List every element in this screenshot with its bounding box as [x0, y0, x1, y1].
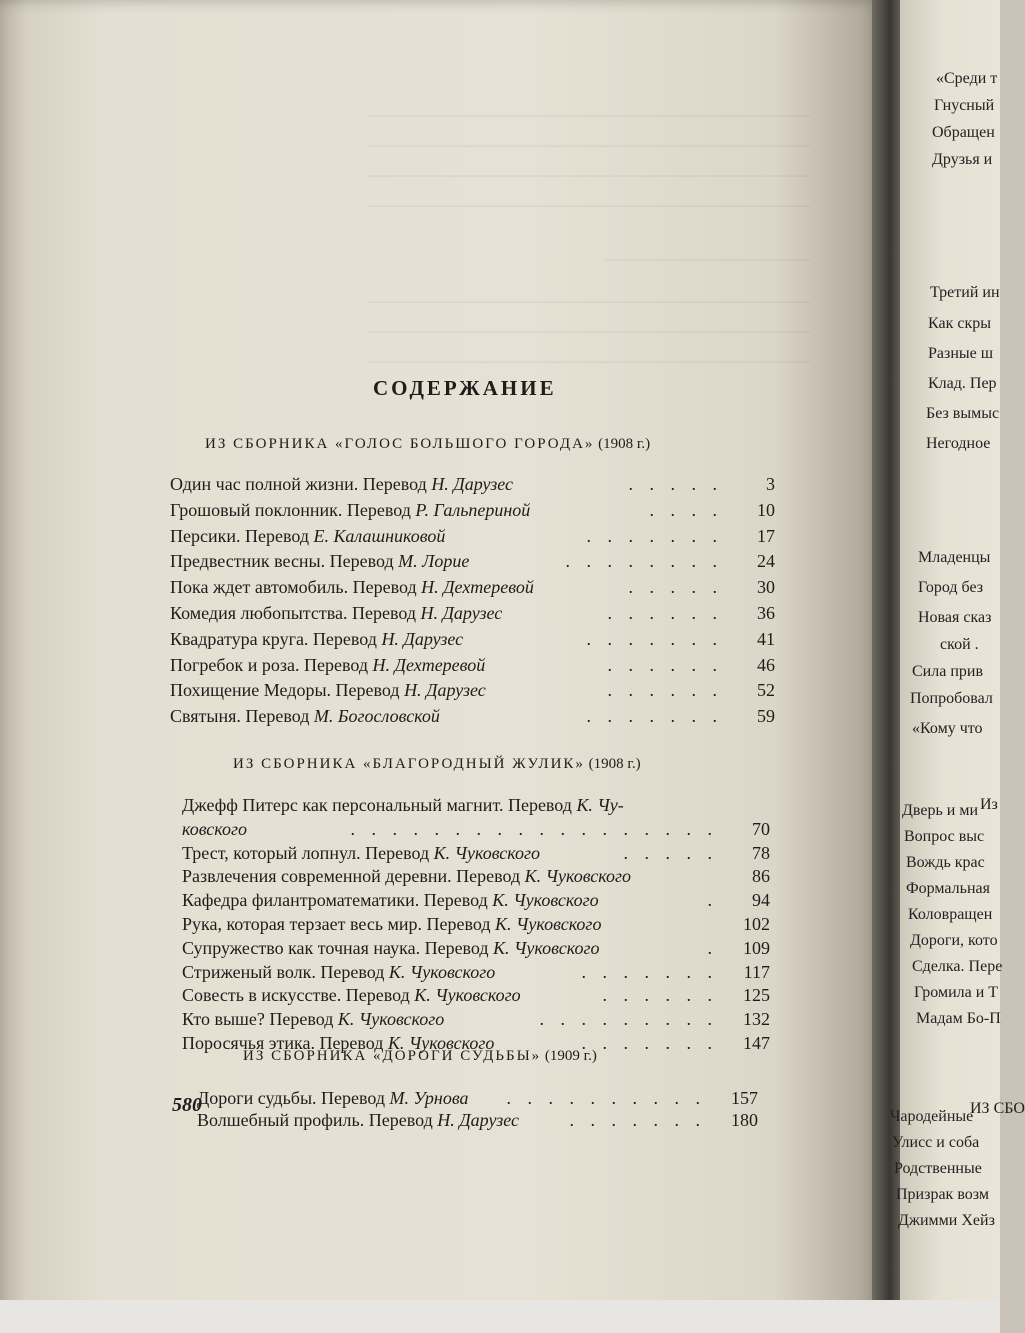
- facing-page-line: «Кому что: [912, 720, 983, 737]
- entry-translator: Р. Гальпериной: [410, 499, 531, 520]
- entry-translator: К. Чуковского: [384, 961, 496, 982]
- toc-entry: [182, 1009, 770, 1035]
- entry-page: 117: [743, 961, 770, 982]
- facing-page-line: Негодное: [926, 435, 991, 452]
- entry-translator: М. Лорие: [393, 551, 470, 572]
- entry-text: [182, 938, 599, 959]
- toc-entry: [170, 680, 775, 706]
- entry-leader-dots: . . . . . . .: [586, 525, 723, 546]
- entry-page: 10: [757, 499, 775, 520]
- facing-page-line: Третий ин: [930, 284, 1000, 301]
- toc-entry: [182, 795, 770, 821]
- facing-page-line: Сила прив: [912, 663, 983, 680]
- entry-text: [170, 655, 485, 676]
- entry-page: 180: [731, 1110, 758, 1130]
- bleed-through-text: —————————————————————————— —————————————————————————— —————————————————————————— —————————————————————————— ———————————— —————————————————————————— —————————————————————————— ——————————————————————————: [368, 105, 810, 370]
- facing-page-line: Новая сказ: [918, 609, 992, 626]
- entry-translator: Н. Дарузес: [399, 680, 486, 701]
- entry-page: 86: [752, 866, 770, 887]
- facing-page-line: Из: [980, 796, 998, 813]
- entry-leader-dots: . . . . . . . . . . . . . . . . . .: [350, 818, 718, 839]
- page-title: СОДЕРЖАНИЕ: [373, 376, 557, 400]
- section-year: (1909 г.): [541, 1048, 597, 1064]
- entry-page: 78: [752, 842, 770, 863]
- facing-page-line: Друзья и: [932, 151, 993, 168]
- entry-page: 125: [743, 985, 770, 1006]
- facing-page-line: Джимми Хейз: [898, 1212, 995, 1229]
- entry-title: Грошовый поклонник. Перевод: [170, 499, 411, 520]
- facing-page-line: Обращен: [932, 124, 995, 141]
- entry-leader-dots: . . . . . . .: [569, 1110, 706, 1130]
- facing-page-line: Сделка. Пере: [912, 958, 1003, 975]
- entry-text: [182, 985, 521, 1006]
- entry-leader-dots: .: [707, 890, 718, 911]
- entry-leader-dots: . . . . . . . . . .: [506, 1088, 706, 1108]
- entry-leader-dots: . . . . . . .: [581, 1033, 718, 1053]
- entry-leader-dots: . . . . . .: [607, 603, 723, 623]
- entry-text: [182, 795, 624, 816]
- entry-title: Пока ждет автомобиль. Перевод: [170, 577, 417, 598]
- facing-page-line: Город без: [918, 579, 984, 596]
- entry-leader-dots: . . . . . . . .: [565, 551, 723, 572]
- entry-page: 94: [752, 890, 770, 911]
- entry-leader-dots: . . . . . .: [607, 680, 723, 701]
- section-heading: [233, 756, 641, 773]
- toc-entry: [170, 474, 775, 500]
- entry-leader-dots: . . . . .: [628, 474, 723, 494]
- entry-page: 41: [757, 628, 775, 649]
- toc-entry: [197, 1110, 758, 1136]
- entry-page: 70: [752, 818, 770, 839]
- entry-text: [170, 706, 440, 727]
- entry-translator: Н. Дарузес: [376, 628, 464, 649]
- toc-entry: [182, 914, 770, 940]
- entry-page: 17: [757, 525, 775, 546]
- facing-page-line: Вопрос выс: [904, 828, 985, 845]
- entry-page: 109: [743, 937, 770, 958]
- entry-text: [182, 866, 631, 887]
- toc-entry: [170, 629, 775, 655]
- section-year: (1908 г.): [584, 756, 641, 772]
- entry-page: 59: [757, 706, 775, 727]
- facing-page-line: Младенцы: [918, 549, 991, 566]
- entry-title: Развлечения современной деревни. Перевод: [182, 866, 521, 887]
- entry-translator: Н. Дарузес: [432, 1110, 519, 1130]
- entry-text: [170, 629, 463, 650]
- entry-translator: Н. Дехтеревой: [416, 577, 534, 598]
- toc-entry: [170, 526, 775, 552]
- entry-text: [170, 551, 469, 572]
- facing-page-line: ИЗ СБО: [970, 1100, 1025, 1117]
- toc-entry: [182, 843, 770, 869]
- toc-entry: [182, 985, 770, 1011]
- entry-text: [170, 500, 530, 521]
- entry-text: [182, 914, 601, 935]
- facing-page-line: Призрак возм: [896, 1186, 989, 1203]
- toc-entry: [182, 938, 770, 964]
- facing-page-line: Клад. Пер: [928, 375, 997, 392]
- entry-page: 132: [743, 1009, 770, 1030]
- entry-title: Похищение Медоры. Перевод: [170, 680, 400, 701]
- facing-page-line: Мадам Бо-П: [916, 1010, 1001, 1027]
- facing-page-line: Формальная: [906, 880, 990, 897]
- entry-page: 147: [743, 1033, 770, 1053]
- entry-translator: К. Чуковского: [429, 842, 541, 863]
- entry-title: Стриженый волк. Перевод: [182, 961, 385, 982]
- entry-page: 102: [743, 914, 770, 934]
- section-title: ИЗ СБОРНИКА «БЛАГОРОДНЫЙ ЖУЛИК»: [233, 756, 585, 772]
- facing-page-line: Вождь крас: [906, 854, 985, 871]
- entry-title: Трест, который лопнул. Перевод: [182, 842, 430, 863]
- entry-page: 24: [757, 551, 775, 572]
- facing-page-line: Родственные: [894, 1160, 982, 1177]
- facing-page-line: Гнусный: [934, 97, 995, 114]
- entry-title: Супружество как точная наука. Перевод: [182, 937, 489, 958]
- entry-title: Персики. Перевод: [170, 525, 309, 546]
- facing-page-line: ской .: [940, 636, 979, 653]
- section-heading: [205, 436, 650, 453]
- entry-title: Погребок и роза. Перевод: [170, 654, 368, 675]
- facing-page-line: Коловращен: [908, 906, 993, 923]
- entry-leader-dots: . . . . . . .: [586, 628, 723, 649]
- entry-translator: К. Чу-: [571, 795, 624, 815]
- entry-title: Поросячья этика. Перевод: [182, 1033, 384, 1053]
- entry-translator: Е. Калашниковой: [308, 525, 446, 546]
- toc-entry: [182, 962, 770, 988]
- entry-leader-dots: . . . . . . .: [581, 961, 718, 982]
- entry-translator: К. Чуковского: [488, 937, 600, 958]
- entry-translator: Н. Дарузес: [415, 603, 503, 623]
- entry-title: Комедия любопытства. Перевод: [170, 603, 416, 623]
- entry-translator: К. Чуковского: [487, 890, 599, 911]
- entry-page: 30: [757, 577, 775, 598]
- entry-title: Один час полной жизни. Перевод: [170, 474, 427, 494]
- entry-page: 157: [731, 1088, 758, 1108]
- entry-title: Квадратура круга. Перевод: [170, 628, 377, 649]
- entry-text: [182, 962, 495, 983]
- entry-text: [182, 890, 599, 911]
- entry-title: Дороги судьбы. Перевод: [197, 1088, 386, 1108]
- entry-text: [182, 843, 540, 864]
- entry-translator: К. Чуковского: [383, 1033, 495, 1053]
- entry-leader-dots: . . . . . . . . .: [539, 1009, 718, 1030]
- entry-translator: К. Чуковского: [520, 866, 632, 887]
- facing-page-line: Громила и Т: [914, 984, 999, 1001]
- right-page: [890, 0, 1025, 1333]
- entry-leader-dots: .: [707, 937, 718, 958]
- entry-leader-dots: . . . . . .: [607, 654, 723, 675]
- entry-leader-dots: . . . . .: [623, 842, 718, 863]
- entry-translator: М. Урнова: [385, 1088, 469, 1108]
- toc-entry: [182, 890, 770, 916]
- entry-text: [197, 1110, 519, 1131]
- entry-leader-dots: . . . . . . .: [586, 706, 723, 727]
- entry-leader-dots: . . . . .: [628, 577, 723, 598]
- entry-translator: М. Богословской: [309, 706, 440, 727]
- entry-title: Рука, которая терзает весь мир. Перевод: [182, 914, 491, 934]
- facing-page-line: «Среди т: [936, 70, 998, 87]
- facing-page-line: Разные ш: [928, 345, 994, 362]
- entry-translator: К. Чуковского: [490, 914, 602, 934]
- entry-page: 52: [757, 680, 775, 701]
- entry-page: 36: [757, 603, 775, 623]
- entry-title: Святыня. Перевод: [170, 706, 310, 727]
- toc-entry: [170, 551, 775, 577]
- entry-title: Совесть в искусстве. Перевод: [182, 985, 410, 1006]
- entry-translator: К. Чуковского: [409, 985, 521, 1006]
- toc-entry: [182, 819, 770, 845]
- section-title: ИЗ СБОРНИКА «ДОРОГИ СУДЬБЫ»: [243, 1048, 542, 1064]
- entry-translator: Н. Дарузес: [426, 474, 514, 494]
- entry-translator: ковского: [182, 818, 248, 839]
- entry-title: Кафедра филантроматематики. Перевод: [182, 890, 488, 911]
- section-heading: [243, 1048, 597, 1065]
- entry-text: [170, 680, 486, 701]
- facing-page-line: Дороги, кото: [910, 932, 998, 949]
- toc-entry: [170, 706, 775, 732]
- entry-page: 46: [757, 654, 775, 675]
- toc-entry: [170, 577, 775, 603]
- entry-title: Волшебный профиль. Перевод: [197, 1110, 433, 1130]
- toc-entry: [170, 655, 775, 681]
- toc-entry: [182, 866, 770, 892]
- facing-page-line: Без вымыс: [926, 405, 1000, 422]
- page-number: 580: [172, 1094, 202, 1116]
- entry-text: [170, 603, 502, 624]
- toc-entry: [170, 603, 775, 629]
- entry-text: [170, 474, 513, 495]
- entry-title: Джефф Питерс как персональный магнит. Перевод: [182, 795, 572, 815]
- facing-page-line: Чародейные: [890, 1108, 974, 1125]
- entry-text: [170, 526, 445, 547]
- toc-entry: [170, 500, 775, 526]
- entry-translator: Н. Дехтеревой: [368, 654, 486, 675]
- section-year: (1908 г.): [594, 436, 651, 452]
- facing-page-line: Как скры: [928, 315, 991, 332]
- facing-page-line: Дверь и ми: [902, 802, 979, 819]
- entry-text: [182, 819, 247, 840]
- entry-page: 3: [766, 474, 775, 494]
- entry-translator: К. Чуковского: [333, 1009, 445, 1030]
- facing-page-line: Попробовал: [910, 690, 993, 707]
- entry-title: Кто выше? Перевод: [182, 1009, 334, 1030]
- section-title: ИЗ СБОРНИКА «ГОЛОС БОЛЬШОГО ГОРОДА»: [205, 436, 595, 452]
- entry-leader-dots: . . . .: [649, 499, 723, 520]
- facing-page-line: Улисс и соба: [892, 1134, 980, 1151]
- entry-title: Предвестник весны. Перевод: [170, 551, 394, 572]
- entry-text: [197, 1088, 469, 1109]
- entry-leader-dots: . . . . . .: [602, 985, 718, 1006]
- entry-text: [182, 1009, 444, 1030]
- entry-text: [170, 577, 534, 598]
